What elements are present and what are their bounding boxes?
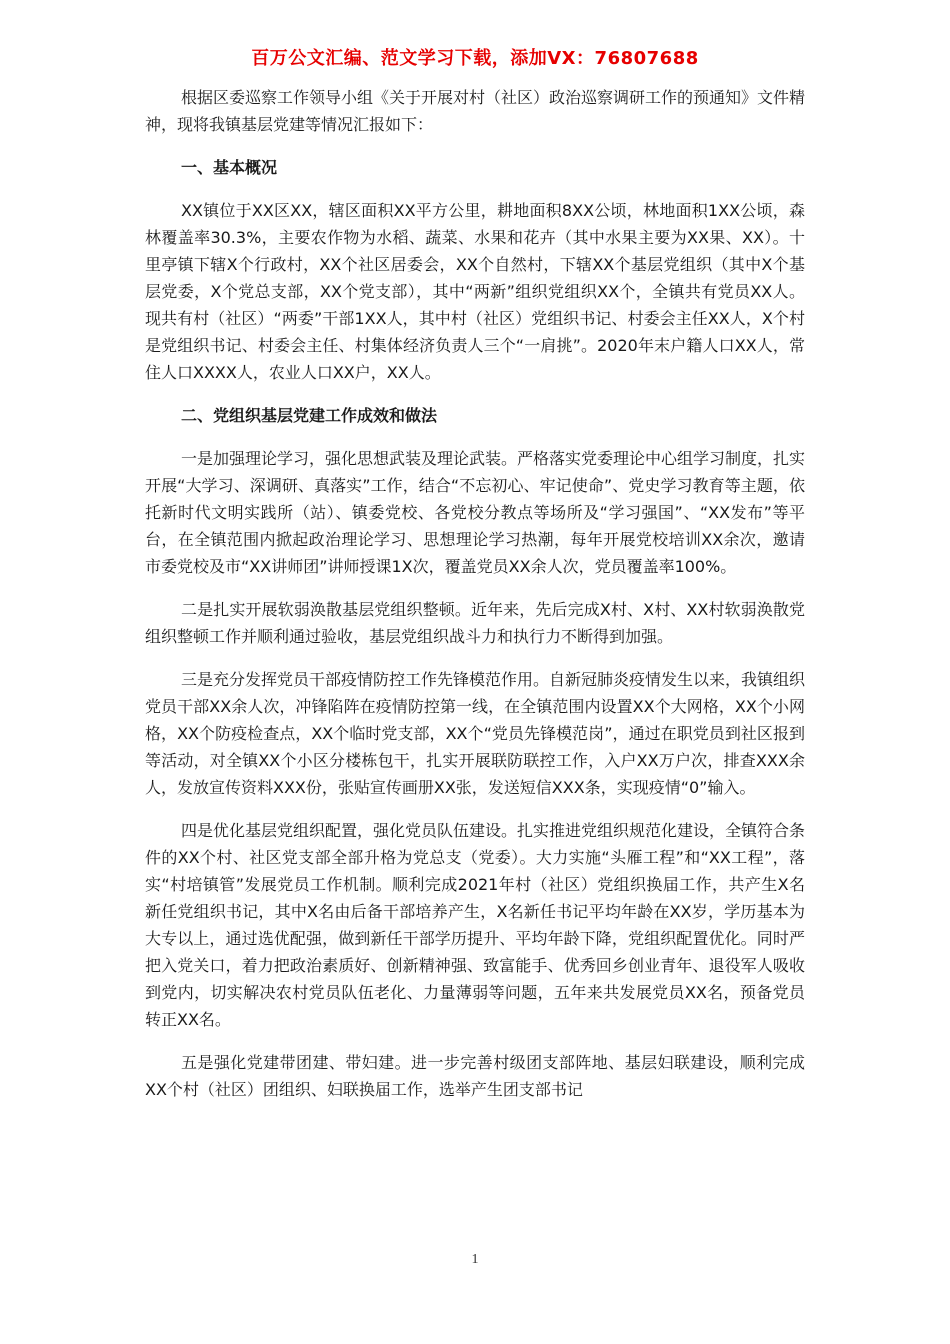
page-number: 1 [471, 1252, 479, 1267]
party-building-paragraph-2: 二是扎实开展软弱涣散基层党组织整顿。近年来，先后完成X村、X村、XX村软弱涣散党组织整顿工作并顺利通过验收，基层党组织战斗力和执行力不断得到加强。 [145, 600, 805, 646]
header-banner: 百万公文汇编、范文学习下载，添加VX：76807688 [251, 48, 699, 69]
section-heading-party-building: 二、党组织基层党建工作成效和做法 [181, 406, 438, 425]
party-building-paragraph-5: 五是强化党建带团建、带妇建。进一步完善村级团支部阵地、基层妇联建设，顺利完成XX个村（社区）团组织、妇联换届工作，选举产生团支部书记 [145, 1053, 805, 1099]
section-heading-basic-overview: 一、基本概况 [181, 158, 278, 177]
basic-overview-paragraph: XX镇位于XX区XX，辖区面积XX平方公里，耕地面积8XX公顷，林地面积1XX公顷，森林覆盖率30.3%，主要农作物为水稻、蔬菜、水果和花卉（其中水果主要为XX果、XX）。十里亭镇下辖X个行政村，XX个社区居委会，XX个自然村，下辖XX个基层党组织（其中X个基层党委，X个党总支部，XX个党支部），其中“两新”组织党组织XX个，全镇共有党员XX人。现共有村（社区）“两委”干部1XX人，其中村（社区）党组织书记、村委会主任XX人，X个村是党组织书记、村委会主任、村集体经济负责人三个“一肩挑”。2020年末户籍人口XX人，常住人口XXXX人，农业人口XX户，XX人。 [145, 201, 805, 382]
party-building-paragraph-4: 四是优化基层党组织配置，强化党员队伍建设。扎实推进党组织规范化建设，全镇符合条件的XX个村、社区党支部全部升格为党总支（党委）。大力实施“头雁工程”和“XX工程”，落实“村培镇管”发展党员工作机制。顺利完成2021年村（社区）党组织换届工作，共产生X名新任党组织书记，其中X名由后备干部培养产生，X名新任书记平均年龄在XX岁，学历基本为大专以上，通过选优配强，做到新任干部学历提升、平均年龄下降，党组织配置优化。同时严把入党关口，着力把政治素质好、创新精神强、致富能手、优秀回乡创业青年、退役军人吸收到党内，切实解决农村党员队伍老化、力量薄弱等问题，五年来共发展党员XX名，预备党员转正XX名。 [145, 821, 806, 1029]
party-building-paragraph-1: 一是加强理论学习，强化思想武装及理论武装。严格落实党委理论中心组学习制度，扎实开展“大学习、深调研、真落实”工作，结合“不忘初心、牢记使命”、党史学习教育等主题，依托新时代文明实践所（站）、镇委党校、各党校分教点等场所及“学习强国”、“XX发布”等平台，在全镇范围内掀起政治理论学习、思想理论学习热潮，每年开展党校培训XX余次，邀请市委党校及市“XX讲师团”讲师授课1X次，覆盖党员XX余人次，党员覆盖率100%。 [145, 449, 806, 576]
document-body [145, 84, 805, 1119]
party-building-paragraph-3: 三是充分发挥党员干部疫情防控工作先锋模范作用。自新冠肺炎疫情发生以来，我镇组织党员干部XX余人次，冲锋陷阵在疫情防控第一线，在全镇范围内设置XX个大网格，XX个小网格，XX个防疫检查点，XX个临时党支部，XX个“党员先锋模范岗”，通过在职党员到社区报到等活动，对全镇XX个小区分楼栋包干，扎实开展联防联控工作，入户XX万户次，排查XXX余人，发放宣传资料XXX份，张贴宣传画册XX张，发送短信XXX条，实现疫情“0”输入。 [145, 670, 806, 797]
intro-paragraph: 根据区委巡察工作领导小组《关于开展对村（社区）政治巡察调研工作的预通知》文件精神，现将我镇基层党建等情况汇报如下： [145, 88, 806, 134]
